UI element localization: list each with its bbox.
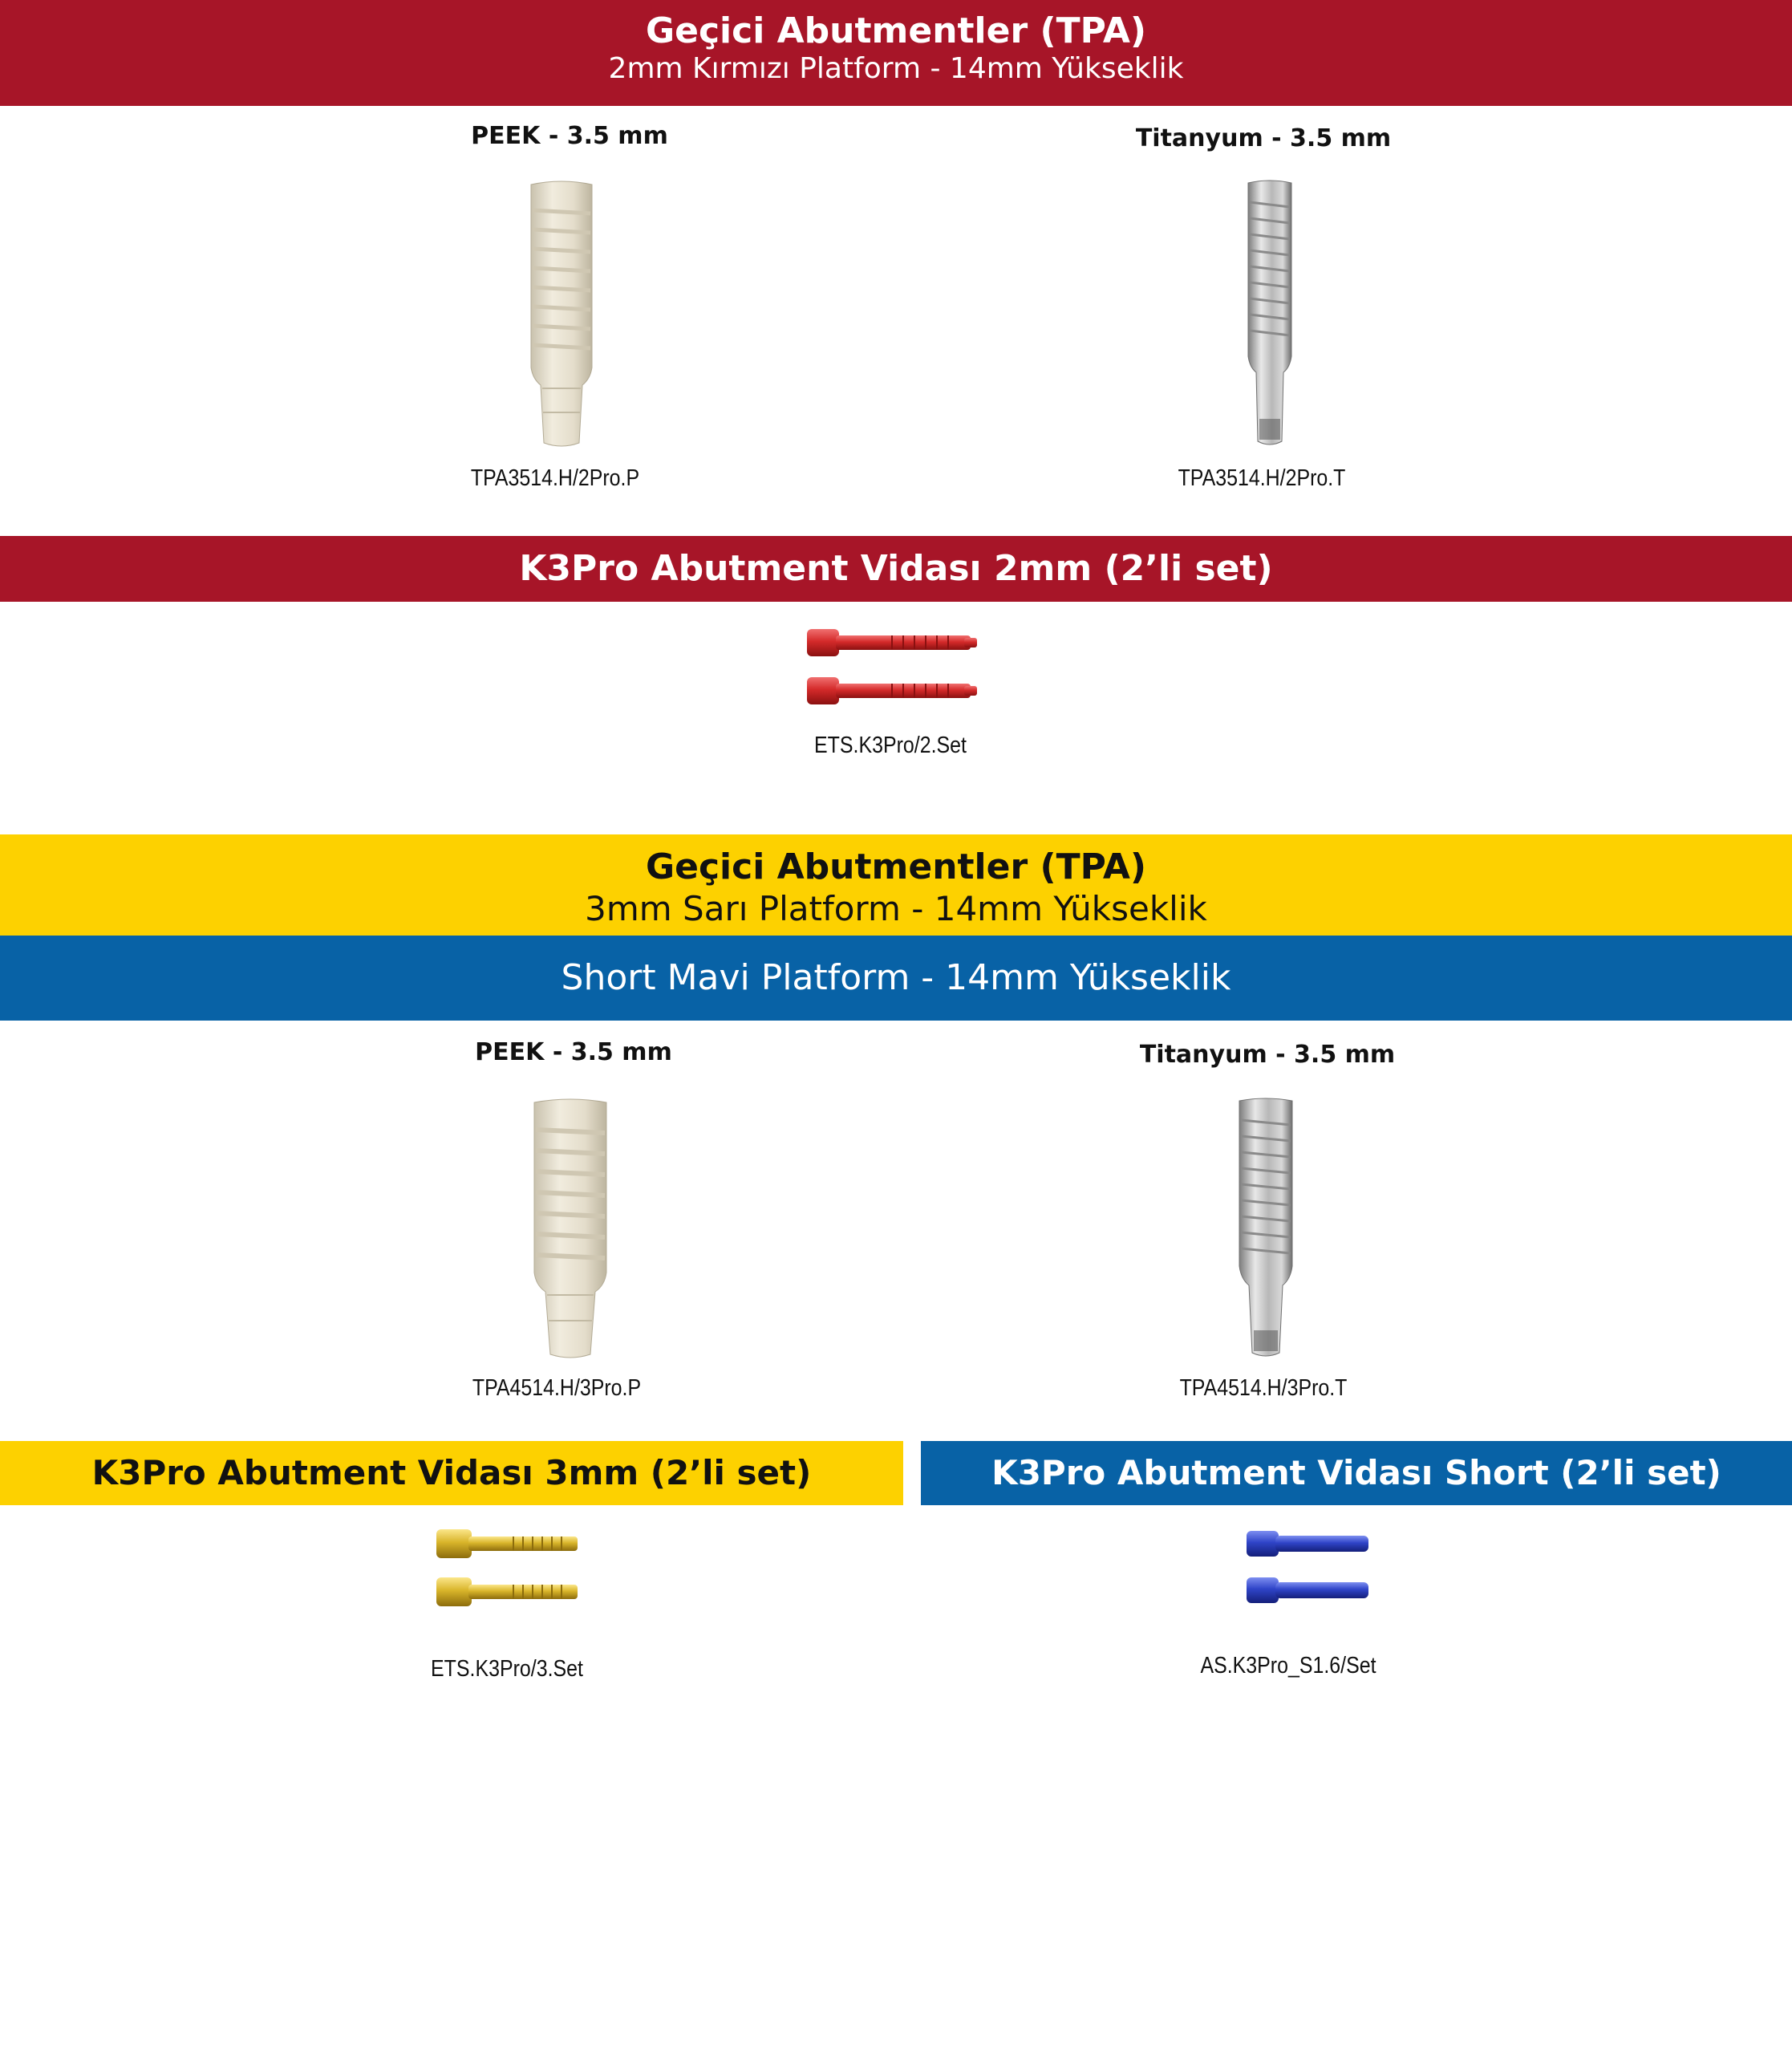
product-label-peek-2mm: PEEK - 3.5 mm	[471, 122, 668, 150]
product-label-peek-3mm: PEEK - 3.5 mm	[475, 1038, 672, 1066]
section1-title: Geçici Abutmentler (TPA)	[646, 10, 1146, 51]
peek-abutment-image	[521, 178, 602, 451]
gold-screw-set-image	[433, 1526, 586, 1614]
product-code-titanium-3mm: TPA4514.H/3Pro.T	[1179, 1375, 1348, 1401]
section2-subtitle: 3mm Sarı Platform - 14mm Yükseklik	[585, 889, 1207, 928]
screw2-header	[0, 1441, 903, 1505]
section1-header	[0, 0, 1792, 106]
blue-screw-set-image	[1243, 1526, 1372, 1614]
section2-subtitle2: Short Mavi Platform - 14mm Yükseklik	[561, 957, 1231, 998]
product-code-titanium-2mm: TPA3514.H/2Pro.T	[1178, 465, 1346, 491]
peek-abutment-image-3mm	[526, 1096, 614, 1361]
screw1-code: ETS.K3Pro/2.Set	[814, 733, 967, 758]
titanium-abutment-image	[1242, 178, 1298, 451]
screw3-title: K3Pro Abutment Vidası Short (2’li set)	[991, 1453, 1721, 1492]
screw1-header	[0, 536, 1792, 602]
product-code-peek-3mm: TPA4514.H/3Pro.P	[472, 1375, 642, 1401]
product-code-peek-2mm: TPA3514.H/2Pro.P	[470, 465, 640, 491]
screw2-code: ETS.K3Pro/3.Set	[431, 1656, 583, 1682]
titanium-abutment-image-3mm	[1233, 1096, 1299, 1361]
screw2-title: K3Pro Abutment Vidası 3mm (2’li set)	[91, 1453, 812, 1492]
screw1-title: K3Pro Abutment Vidası 2mm (2’li set)	[519, 548, 1273, 589]
section1-subtitle: 2mm Kırmızı Platform - 14mm Yükseklik	[608, 52, 1184, 85]
screw3-code: AS.K3Pro_S1.6/Set	[1200, 1653, 1376, 1679]
product-label-titanium-3mm: Titanyum - 3.5 mm	[1139, 1041, 1396, 1069]
section2-title: Geçici Abutmentler (TPA)	[646, 846, 1146, 887]
red-screw-set-image	[804, 626, 980, 714]
screw3-header	[921, 1441, 1792, 1505]
section2-header	[0, 834, 1792, 936]
section2-short-header	[0, 936, 1792, 1021]
product-label-titanium-2mm: Titanyum - 3.5 mm	[1135, 124, 1392, 152]
